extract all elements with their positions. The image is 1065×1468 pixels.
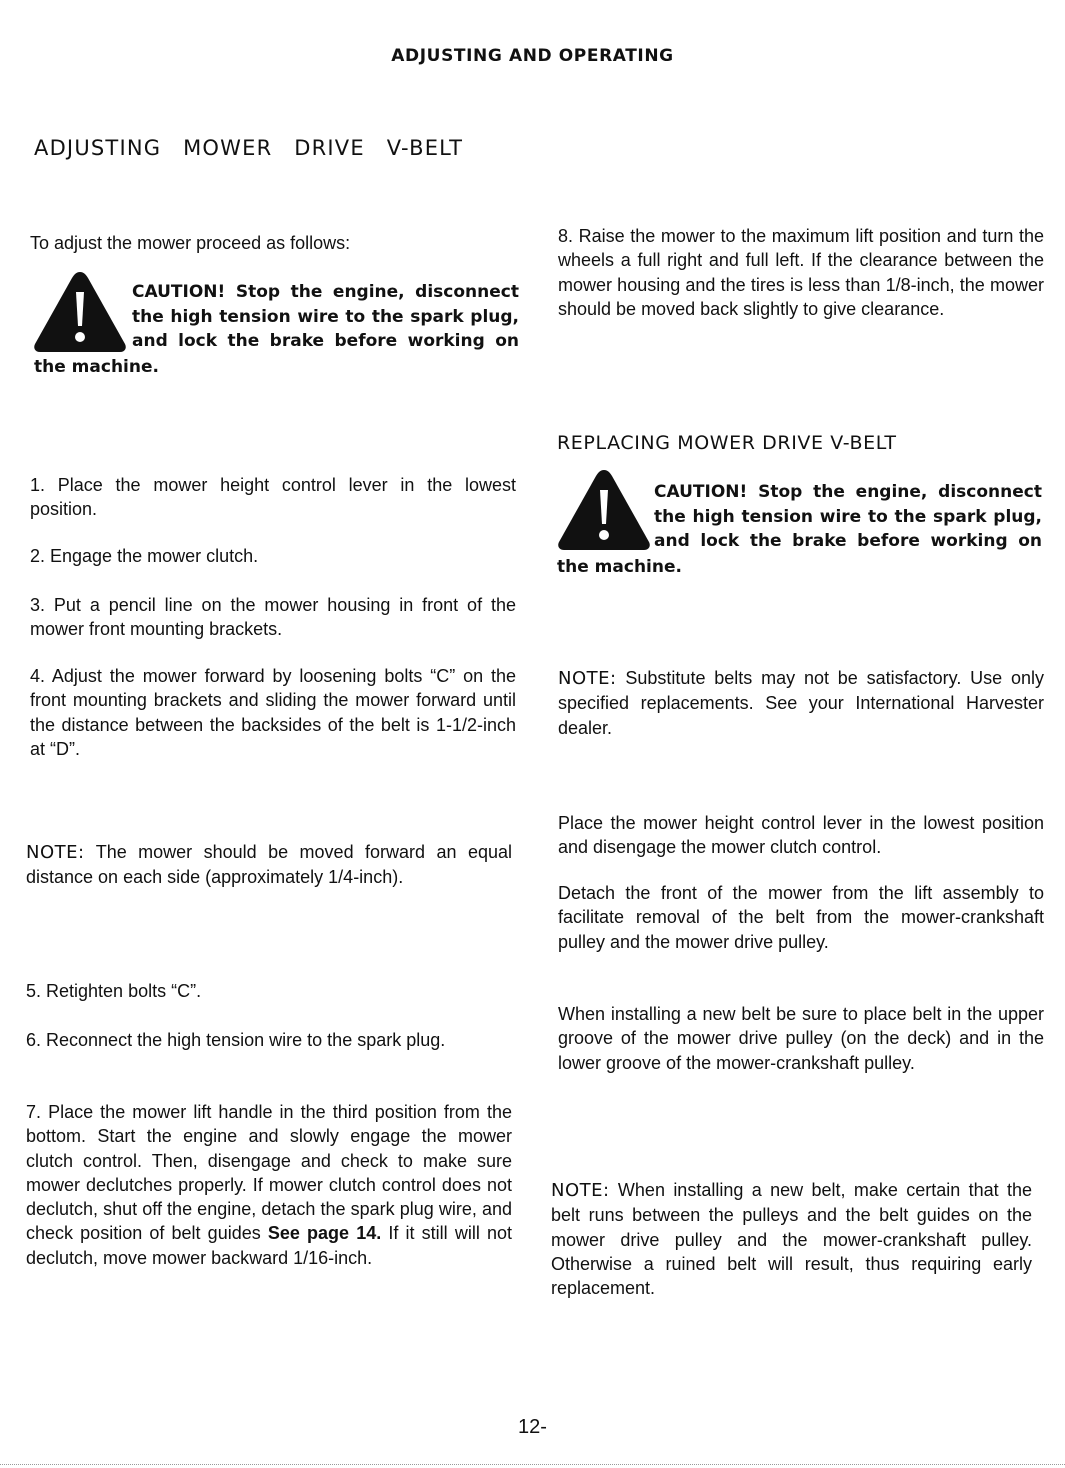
- caution-line-1: CAUTION! Stop the engine, disconnect: [654, 482, 1042, 502]
- step-7: [26, 1100, 512, 1270]
- note-label: NOTE:: [26, 842, 85, 863]
- step-8: 8. Raise the mower to the maximum lift position and turn the wheels a full right and full left. If the clearance between the mower housing and the tires is less than 1/8-inch, the mower should be moved back slightly to give clearance.: [558, 226, 1044, 319]
- note-substitute-belts: [558, 666, 1044, 740]
- page-header: ADJUSTING AND OPERATING: [391, 46, 674, 66]
- note-text: When installing a new belt, make certain that the belt runs between the pulleys and the belt guides on the mower drive pulley and the mower-crankshaft pulley. Otherwise a ruined belt will result, thus requiring early replacement.: [551, 1180, 1032, 1299]
- caution-block-right: [654, 480, 1042, 554]
- section-title-adjusting: ADJUSTING MOWER DRIVE V-BELT: [34, 136, 464, 160]
- note-label: NOTE:: [551, 1180, 610, 1201]
- page-number: 12-: [518, 1416, 547, 1438]
- caution-line-2: the high tension wire to the spark plug,: [654, 506, 1042, 527]
- see-page-reference: See page 14.: [267, 1223, 382, 1244]
- caution-line-4: the machine.: [557, 557, 682, 577]
- note-text: Substitute belts may not be satisfactory. Use only specified replacements. See your International Harvester dealer.: [558, 668, 1044, 738]
- paragraph-lowest-position: Place the mower height control lever in the lowest position and disengage the mower clutch control.: [558, 813, 1044, 858]
- step-7-text-b: If it still will not declutch, move mower backward 1/16-inch.: [26, 1223, 512, 1268]
- intro-paragraph: To adjust the mower proceed as follows:: [30, 233, 351, 253]
- step-7-text-a: 7. Place the mower lift handle in the third position from the bottom. Start the engine and slowly engage the mower clutch control. Then, disengage and check to make sure mower declutches properly. If mower clutch control does not declutch, shut off the engine, detach the spark plug wire, and check position of belt guides: [26, 1102, 512, 1244]
- step-3: 3. Put a pencil line on the mower housing in front of the mower front mounting brackets.: [30, 595, 516, 640]
- note-belt-guides: [551, 1178, 1032, 1300]
- paragraph-detach-front: Detach the front of the mower from the lift assembly to facilitate removal of the belt from the mower-crankshaft pulley and the mower drive pulley.: [558, 883, 1044, 952]
- note-text: The mower should be moved forward an equal distance on each side (approximately 1/4-inch).: [26, 842, 512, 888]
- note-label: NOTE:: [558, 668, 617, 689]
- paragraph-install-groove: When installing a new belt be sure to place belt in the upper groove of the mower drive pulley (on the deck) and in the lower groove of the mower-crankshaft pulley.: [558, 1004, 1044, 1073]
- caution-line-1: CAUTION! Stop the engine, disconnect: [132, 282, 519, 302]
- caution-line-2: the high tension wire to the spark plug,: [132, 306, 519, 327]
- warning-triangle-icon: [556, 468, 652, 552]
- note-mower-distance: [26, 840, 512, 890]
- step-4: 4. Adjust the mower forward by loosening bolts “C” on the front mounting brackets and sliding the mower forward until the distance between the backsides of the belt is 1-1/2-inch at “D”.: [30, 666, 516, 759]
- caution-line-3: and lock the brake before working on: [132, 331, 519, 351]
- warning-triangle-icon: [32, 270, 128, 354]
- section-title-replacing: REPLACING MOWER DRIVE V-BELT: [557, 432, 897, 454]
- bottom-divider: [0, 1464, 1065, 1465]
- caution-block-left: [132, 280, 519, 354]
- caution-line-3: and lock the brake before working on: [654, 531, 1042, 551]
- step-5: 5. Retighten bolts “C”.: [26, 981, 202, 1001]
- step-6: 6. Reconnect the high tension wire to the spark plug.: [26, 1030, 446, 1050]
- step-1: 1. Place the mower height control lever in the lowest position.: [30, 475, 516, 520]
- step-2: 2. Engage the mower clutch.: [30, 546, 259, 566]
- caution-line-4: the machine.: [34, 357, 159, 377]
